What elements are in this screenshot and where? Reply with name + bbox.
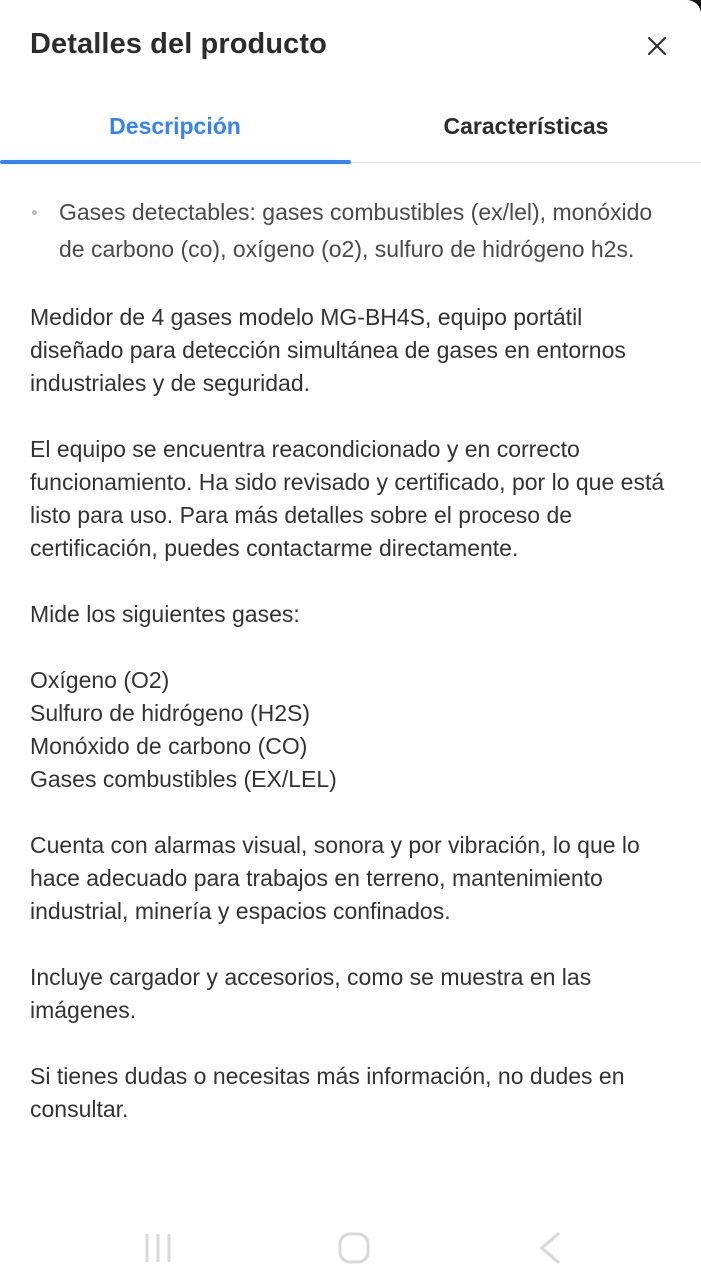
tab-bar (0, 90, 701, 164)
sheet-header (30, 24, 671, 68)
system-navigation-bar (0, 1210, 701, 1280)
home-icon[interactable] (337, 1231, 371, 1265)
tab-caracteristicas[interactable]: Características (443, 112, 609, 139)
description-paragraph: Cuenta con alarmas visual, sonora y por vibración, lo que lo hace adecuado para trabajos en terreno, mantenimiento industrial, minería y espacios confinados. (30, 832, 640, 924)
description-paragraph: Si tienes dudas o necesitas más información, no dudes en consultar. (30, 1063, 625, 1122)
list-item (30, 194, 675, 268)
page-title: Detalles del producto (30, 28, 327, 60)
description-paragraph: Medidor de 4 gases modelo MG-BH4S, equipo portátil diseñado para detección simultánea de gases en entornos industriales y de seguridad. (30, 304, 626, 396)
bullet-icon (32, 210, 37, 215)
active-tab-indicator (0, 160, 351, 164)
description-paragraph: El equipo se encuentra reacondicionado y en correcto funcionamiento. Ha sido revisado y certificado, por lo que está listo para uso. Para más detalles sobre el proceso de certificación, puedes contactarme directamente. (30, 436, 665, 561)
close-icon[interactable] (643, 32, 671, 60)
bullet-text: Gases detectables: gases combustibles (ex/lel), monóxido de carbono (co), oxígeno (o2), sulfuro de hidrógeno h2s. (59, 199, 653, 262)
recent-apps-icon[interactable] (143, 1232, 173, 1264)
description-content (30, 194, 675, 1159)
tab-descripcion[interactable]: Descripción (109, 112, 241, 139)
gas-list: Oxígeno (O2) Sulfuro de hidrógeno (H2S) Monóxido de carbono (CO) Gases combustibles (EX/LEL) (30, 667, 337, 792)
description-paragraph: Mide los siguientes gases: (30, 601, 300, 627)
screen-corner (687, 0, 701, 14)
back-icon[interactable] (536, 1232, 562, 1264)
description-paragraph: Incluye cargador y accesorios, como se muestra en las imágenes. (30, 964, 592, 1023)
